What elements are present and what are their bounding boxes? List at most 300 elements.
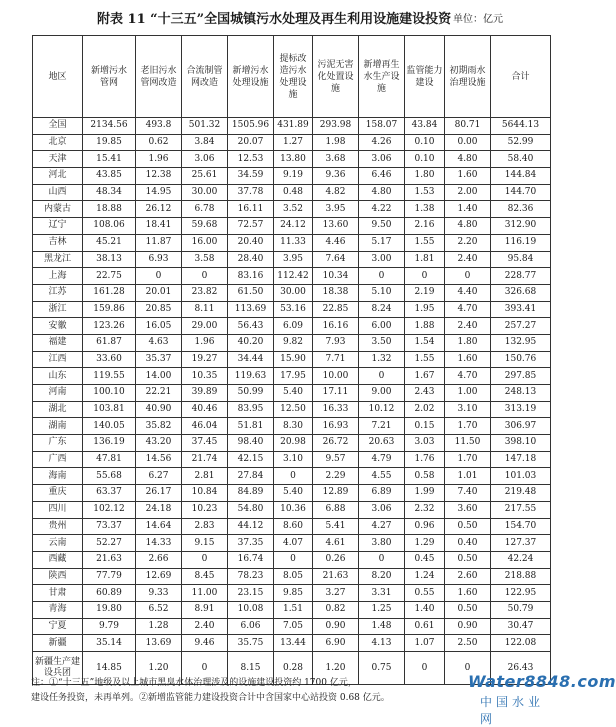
region-cell: 海南 — [33, 468, 83, 485]
value-cell: 16.05 — [136, 318, 182, 335]
value-cell: 0.26 — [313, 551, 359, 568]
value-cell: 21.74 — [182, 451, 228, 468]
value-cell: 144.84 — [491, 168, 551, 185]
value-cell: 122.08 — [491, 635, 551, 652]
value-cell: 2.50 — [445, 635, 491, 652]
value-cell: 29.00 — [182, 318, 228, 335]
value-cell: 1.70 — [445, 418, 491, 435]
header-cell: 老旧污水管网改造 — [136, 36, 182, 118]
header-cell: 新增污水管网 — [83, 36, 136, 118]
value-cell: 7.93 — [313, 334, 359, 351]
value-cell: 0.28 — [274, 652, 313, 685]
value-cell: 1.38 — [405, 201, 445, 218]
table-row — [33, 435, 551, 452]
value-cell: 140.05 — [83, 418, 136, 435]
value-cell: 60.89 — [83, 585, 136, 602]
value-cell: 4.82 — [313, 184, 359, 201]
value-cell: 0.62 — [136, 134, 182, 151]
value-cell: 0.50 — [445, 518, 491, 535]
table-row — [33, 201, 551, 218]
value-cell: 1.32 — [359, 351, 405, 368]
value-cell: 6.93 — [136, 251, 182, 268]
value-cell: 9.46 — [182, 635, 228, 652]
value-cell: 3.03 — [405, 435, 445, 452]
value-cell: 58.40 — [491, 151, 551, 168]
value-cell: 326.68 — [491, 284, 551, 301]
value-cell: 1.07 — [405, 635, 445, 652]
value-cell: 0.45 — [405, 551, 445, 568]
value-cell: 34.44 — [228, 351, 274, 368]
value-cell: 7.21 — [359, 418, 405, 435]
value-cell: 43.85 — [83, 168, 136, 185]
value-cell: 161.28 — [83, 284, 136, 301]
value-cell: 37.35 — [228, 535, 274, 552]
region-cell: 广西 — [33, 451, 83, 468]
region-cell: 上海 — [33, 268, 83, 285]
value-cell: 95.84 — [491, 251, 551, 268]
region-cell: 河北 — [33, 168, 83, 185]
value-cell: 0.82 — [313, 601, 359, 618]
value-cell: 8.45 — [182, 568, 228, 585]
value-cell: 297.85 — [491, 368, 551, 385]
value-cell: 1.96 — [136, 151, 182, 168]
value-cell: 6.46 — [359, 168, 405, 185]
value-cell: 77.79 — [83, 568, 136, 585]
footnote-line: 建设任务投资，未再单列。②新增监管能力建设投资合计中含国家中心站投资 0.68 亿元。 — [31, 693, 390, 703]
value-cell: 52.99 — [491, 134, 551, 151]
value-cell: 19.80 — [83, 601, 136, 618]
value-cell: 4.22 — [359, 201, 405, 218]
value-cell: 30.00 — [182, 184, 228, 201]
value-cell: 0 — [136, 268, 182, 285]
value-cell: 102.12 — [83, 501, 136, 518]
value-cell: 228.77 — [491, 268, 551, 285]
value-cell: 4.13 — [359, 635, 405, 652]
value-cell: 50.99 — [228, 385, 274, 402]
table-row — [33, 284, 551, 301]
header-cell: 初期雨水治理设施 — [445, 36, 491, 118]
value-cell: 1.24 — [405, 568, 445, 585]
table-row — [33, 418, 551, 435]
value-cell: 16.00 — [182, 234, 228, 251]
value-cell: 0.10 — [405, 151, 445, 168]
value-cell: 312.90 — [491, 218, 551, 235]
value-cell: 40.20 — [228, 334, 274, 351]
value-cell: 1.99 — [405, 485, 445, 502]
table-row — [33, 535, 551, 552]
value-cell: 1.54 — [405, 334, 445, 351]
value-cell: 6.90 — [313, 635, 359, 652]
value-cell: 10.00 — [313, 368, 359, 385]
value-cell: 112.42 — [274, 268, 313, 285]
value-cell: 3.31 — [359, 585, 405, 602]
value-cell: 1505.96 — [228, 118, 274, 135]
value-cell: 1.40 — [445, 201, 491, 218]
value-cell: 21.63 — [83, 551, 136, 568]
value-cell: 24.12 — [274, 218, 313, 235]
value-cell: 25.61 — [182, 168, 228, 185]
region-cell: 吉林 — [33, 234, 83, 251]
value-cell: 5644.13 — [491, 118, 551, 135]
value-cell: 108.06 — [83, 218, 136, 235]
value-cell: 42.24 — [491, 551, 551, 568]
value-cell: 11.33 — [274, 234, 313, 251]
value-cell: 0 — [274, 551, 313, 568]
value-cell: 43.20 — [136, 435, 182, 452]
value-cell: 119.55 — [83, 368, 136, 385]
value-cell: 46.04 — [182, 418, 228, 435]
value-cell: 1.80 — [405, 168, 445, 185]
table-row — [33, 635, 551, 652]
value-cell: 5.17 — [359, 234, 405, 251]
value-cell: 20.01 — [136, 284, 182, 301]
value-cell: 22.21 — [136, 385, 182, 402]
value-cell: 21.63 — [313, 568, 359, 585]
value-cell: 20.85 — [136, 301, 182, 318]
value-cell: 3.06 — [359, 501, 405, 518]
value-cell: 101.03 — [491, 468, 551, 485]
value-cell: 6.00 — [359, 318, 405, 335]
value-cell: 16.11 — [228, 201, 274, 218]
value-cell: 38.13 — [83, 251, 136, 268]
value-cell: 18.41 — [136, 218, 182, 235]
value-cell: 9.15 — [182, 535, 228, 552]
header-cell: 合流制管网改造 — [182, 36, 228, 118]
value-cell: 20.40 — [228, 234, 274, 251]
table-row — [33, 184, 551, 201]
header-cell: 地区 — [33, 36, 83, 118]
value-cell: 33.60 — [83, 351, 136, 368]
value-cell: 0.55 — [405, 585, 445, 602]
value-cell: 147.18 — [491, 451, 551, 468]
region-cell: 福建 — [33, 334, 83, 351]
value-cell: 6.89 — [359, 485, 405, 502]
region-cell: 浙江 — [33, 301, 83, 318]
region-cell: 云南 — [33, 535, 83, 552]
value-cell: 45.21 — [83, 234, 136, 251]
value-cell: 0.90 — [445, 618, 491, 635]
value-cell: 4.40 — [445, 284, 491, 301]
value-cell: 16.33 — [313, 401, 359, 418]
investment-table — [32, 35, 551, 685]
value-cell: 9.79 — [83, 618, 136, 635]
value-cell: 23.15 — [228, 585, 274, 602]
value-cell: 11.50 — [445, 435, 491, 452]
value-cell: 1.48 — [359, 618, 405, 635]
header-row — [33, 36, 551, 118]
value-cell: 158.07 — [359, 118, 405, 135]
value-cell: 257.27 — [491, 318, 551, 335]
value-cell: 12.53 — [228, 151, 274, 168]
value-cell: 0.75 — [359, 652, 405, 685]
value-cell: 3.60 — [445, 501, 491, 518]
region-cell: 北京 — [33, 134, 83, 151]
value-cell: 393.41 — [491, 301, 551, 318]
value-cell: 54.80 — [228, 501, 274, 518]
value-cell: 1.60 — [445, 351, 491, 368]
value-cell: 3.52 — [274, 201, 313, 218]
value-cell: 34.59 — [228, 168, 274, 185]
title-row — [0, 0, 560, 30]
value-cell: 1.25 — [359, 601, 405, 618]
value-cell: 2.66 — [136, 551, 182, 568]
value-cell: 19.27 — [182, 351, 228, 368]
value-cell: 0 — [182, 268, 228, 285]
value-cell: 9.85 — [274, 585, 313, 602]
value-cell: 13.60 — [313, 218, 359, 235]
value-cell: 0 — [182, 551, 228, 568]
table-row — [33, 451, 551, 468]
value-cell: 7.64 — [313, 251, 359, 268]
region-cell: 湖北 — [33, 401, 83, 418]
value-cell: 80.71 — [445, 118, 491, 135]
table-row — [33, 151, 551, 168]
value-cell: 26.17 — [136, 485, 182, 502]
value-cell: 1.55 — [405, 234, 445, 251]
region-cell: 新疆生产建设兵团 — [33, 652, 83, 685]
value-cell: 248.13 — [491, 385, 551, 402]
value-cell: 10.35 — [182, 368, 228, 385]
value-cell: 1.60 — [445, 168, 491, 185]
value-cell: 1.20 — [136, 652, 182, 685]
value-cell: 9.50 — [359, 218, 405, 235]
value-cell: 0.90 — [313, 618, 359, 635]
value-cell: 82.36 — [491, 201, 551, 218]
value-cell: 4.27 — [359, 518, 405, 535]
table-title: 附表 11 “十三五”全国城镇污水处理及再生利用设施建设投资 — [97, 12, 452, 27]
value-cell: 4.79 — [359, 451, 405, 468]
value-cell: 3.84 — [182, 134, 228, 151]
value-cell: 132.95 — [491, 334, 551, 351]
value-cell: 40.46 — [182, 401, 228, 418]
value-cell: 144.70 — [491, 184, 551, 201]
value-cell: 98.40 — [228, 435, 274, 452]
value-cell: 4.80 — [359, 184, 405, 201]
value-cell: 2.20 — [445, 234, 491, 251]
value-cell: 0.00 — [445, 134, 491, 151]
value-cell: 2.40 — [182, 618, 228, 635]
value-cell: 0 — [445, 652, 491, 685]
value-cell: 14.56 — [136, 451, 182, 468]
value-cell: 84.89 — [228, 485, 274, 502]
table-row — [33, 551, 551, 568]
value-cell: 0 — [182, 652, 228, 685]
value-cell: 1.88 — [405, 318, 445, 335]
value-cell: 56.43 — [228, 318, 274, 335]
value-cell: 123.26 — [83, 318, 136, 335]
value-cell: 40.90 — [136, 401, 182, 418]
value-cell: 3.06 — [182, 151, 228, 168]
value-cell: 493.8 — [136, 118, 182, 135]
value-cell: 1.80 — [445, 334, 491, 351]
table-row — [33, 268, 551, 285]
region-cell: 黑龙江 — [33, 251, 83, 268]
value-cell: 2.83 — [182, 518, 228, 535]
value-cell: 72.57 — [228, 218, 274, 235]
value-cell: 3.80 — [359, 535, 405, 552]
value-cell: 13.44 — [274, 635, 313, 652]
value-cell: 1.27 — [274, 134, 313, 151]
value-cell: 16.93 — [313, 418, 359, 435]
header-cell: 合计 — [491, 36, 551, 118]
value-cell: 18.88 — [83, 201, 136, 218]
value-cell: 5.41 — [313, 518, 359, 535]
watermark-sub: 中国水业网 — [480, 695, 545, 726]
value-cell: 27.84 — [228, 468, 274, 485]
value-cell: 1.95 — [405, 301, 445, 318]
value-cell: 14.64 — [136, 518, 182, 535]
value-cell: 6.06 — [228, 618, 274, 635]
value-cell: 0 — [405, 652, 445, 685]
table-row — [33, 385, 551, 402]
value-cell: 23.82 — [182, 284, 228, 301]
value-cell: 10.12 — [359, 401, 405, 418]
value-cell: 2134.56 — [83, 118, 136, 135]
value-cell: 14.33 — [136, 535, 182, 552]
region-cell: 陕西 — [33, 568, 83, 585]
value-cell: 14.85 — [83, 652, 136, 685]
value-cell: 293.98 — [313, 118, 359, 135]
value-cell: 0.50 — [445, 601, 491, 618]
region-cell: 内蒙古 — [33, 201, 83, 218]
value-cell: 28.40 — [228, 251, 274, 268]
value-cell: 1.96 — [182, 334, 228, 351]
value-cell: 7.71 — [313, 351, 359, 368]
value-cell: 10.36 — [274, 501, 313, 518]
table-row — [33, 218, 551, 235]
value-cell: 8.05 — [274, 568, 313, 585]
region-cell: 甘肃 — [33, 585, 83, 602]
value-cell: 78.23 — [228, 568, 274, 585]
table-row — [33, 301, 551, 318]
value-cell: 6.09 — [274, 318, 313, 335]
value-cell: 154.70 — [491, 518, 551, 535]
value-cell: 100.10 — [83, 385, 136, 402]
watermark-logo — [454, 672, 616, 726]
value-cell: 0.10 — [405, 134, 445, 151]
value-cell: 8.91 — [182, 601, 228, 618]
value-cell: 16.74 — [228, 551, 274, 568]
value-cell: 501.32 — [182, 118, 228, 135]
value-cell: 150.76 — [491, 351, 551, 368]
value-cell: 7.05 — [274, 618, 313, 635]
value-cell: 59.68 — [182, 218, 228, 235]
value-cell: 218.88 — [491, 568, 551, 585]
region-cell: 山西 — [33, 184, 83, 201]
value-cell: 53.16 — [274, 301, 313, 318]
value-cell: 2.29 — [313, 468, 359, 485]
value-cell: 2.43 — [405, 385, 445, 402]
header-cell: 监管能力建设 — [405, 36, 445, 118]
value-cell: 1.67 — [405, 368, 445, 385]
value-cell: 6.52 — [136, 601, 182, 618]
value-cell: 2.19 — [405, 284, 445, 301]
value-cell: 306.97 — [491, 418, 551, 435]
value-cell: 52.27 — [83, 535, 136, 552]
value-cell: 14.95 — [136, 184, 182, 201]
value-cell: 17.95 — [274, 368, 313, 385]
value-cell: 20.07 — [228, 134, 274, 151]
value-cell: 9.33 — [136, 585, 182, 602]
value-cell: 6.78 — [182, 201, 228, 218]
value-cell: 1.28 — [136, 618, 182, 635]
table-row — [33, 351, 551, 368]
value-cell: 44.12 — [228, 518, 274, 535]
header-cell: 提标改造污水处理设施 — [274, 36, 313, 118]
table-body — [33, 118, 551, 685]
value-cell: 398.10 — [491, 435, 551, 452]
value-cell: 13.69 — [136, 635, 182, 652]
value-cell: 10.84 — [182, 485, 228, 502]
value-cell: 55.68 — [83, 468, 136, 485]
value-cell: 0.96 — [405, 518, 445, 535]
value-cell: 4.61 — [313, 535, 359, 552]
value-cell: 3.95 — [313, 201, 359, 218]
value-cell: 16.16 — [313, 318, 359, 335]
value-cell: 35.75 — [228, 635, 274, 652]
value-cell: 8.15 — [228, 652, 274, 685]
value-cell: 1.51 — [274, 601, 313, 618]
value-cell: 50.79 — [491, 601, 551, 618]
value-cell: 3.27 — [313, 585, 359, 602]
value-cell: 17.11 — [313, 385, 359, 402]
value-cell: 63.37 — [83, 485, 136, 502]
region-cell: 宁夏 — [33, 618, 83, 635]
table-row — [33, 134, 551, 151]
value-cell: 3.10 — [445, 401, 491, 418]
value-cell: 116.19 — [491, 234, 551, 251]
value-cell: 15.90 — [274, 351, 313, 368]
region-cell: 天津 — [33, 151, 83, 168]
value-cell: 4.63 — [136, 334, 182, 351]
table-row — [33, 368, 551, 385]
value-cell: 0.61 — [405, 618, 445, 635]
header-cell: 新增再生水生产设施 — [359, 36, 405, 118]
value-cell: 4.80 — [445, 151, 491, 168]
region-cell: 安徽 — [33, 318, 83, 335]
value-cell: 24.18 — [136, 501, 182, 518]
region-cell: 青海 — [33, 601, 83, 618]
value-cell: 13.80 — [274, 151, 313, 168]
value-cell: 8.24 — [359, 301, 405, 318]
value-cell: 37.45 — [182, 435, 228, 452]
value-cell: 15.41 — [83, 151, 136, 168]
value-cell: 26.43 — [491, 652, 551, 685]
value-cell: 1.76 — [405, 451, 445, 468]
value-cell: 4.46 — [313, 234, 359, 251]
table-row — [33, 618, 551, 635]
value-cell: 83.95 — [228, 401, 274, 418]
table-row — [33, 518, 551, 535]
value-cell: 1.20 — [313, 652, 359, 685]
value-cell: 0 — [445, 268, 491, 285]
value-cell: 2.16 — [405, 218, 445, 235]
value-cell: 12.69 — [136, 568, 182, 585]
value-cell: 0 — [359, 551, 405, 568]
value-cell: 4.55 — [359, 468, 405, 485]
value-cell: 2.32 — [405, 501, 445, 518]
value-cell: 1.55 — [405, 351, 445, 368]
value-cell: 26.72 — [313, 435, 359, 452]
watermark-brand: Water8848.com — [468, 672, 616, 691]
table-row — [33, 485, 551, 502]
value-cell: 103.81 — [83, 401, 136, 418]
table-row — [33, 501, 551, 518]
value-cell: 9.82 — [274, 334, 313, 351]
value-cell: 39.89 — [182, 385, 228, 402]
table-row — [33, 234, 551, 251]
value-cell: 1.81 — [405, 251, 445, 268]
